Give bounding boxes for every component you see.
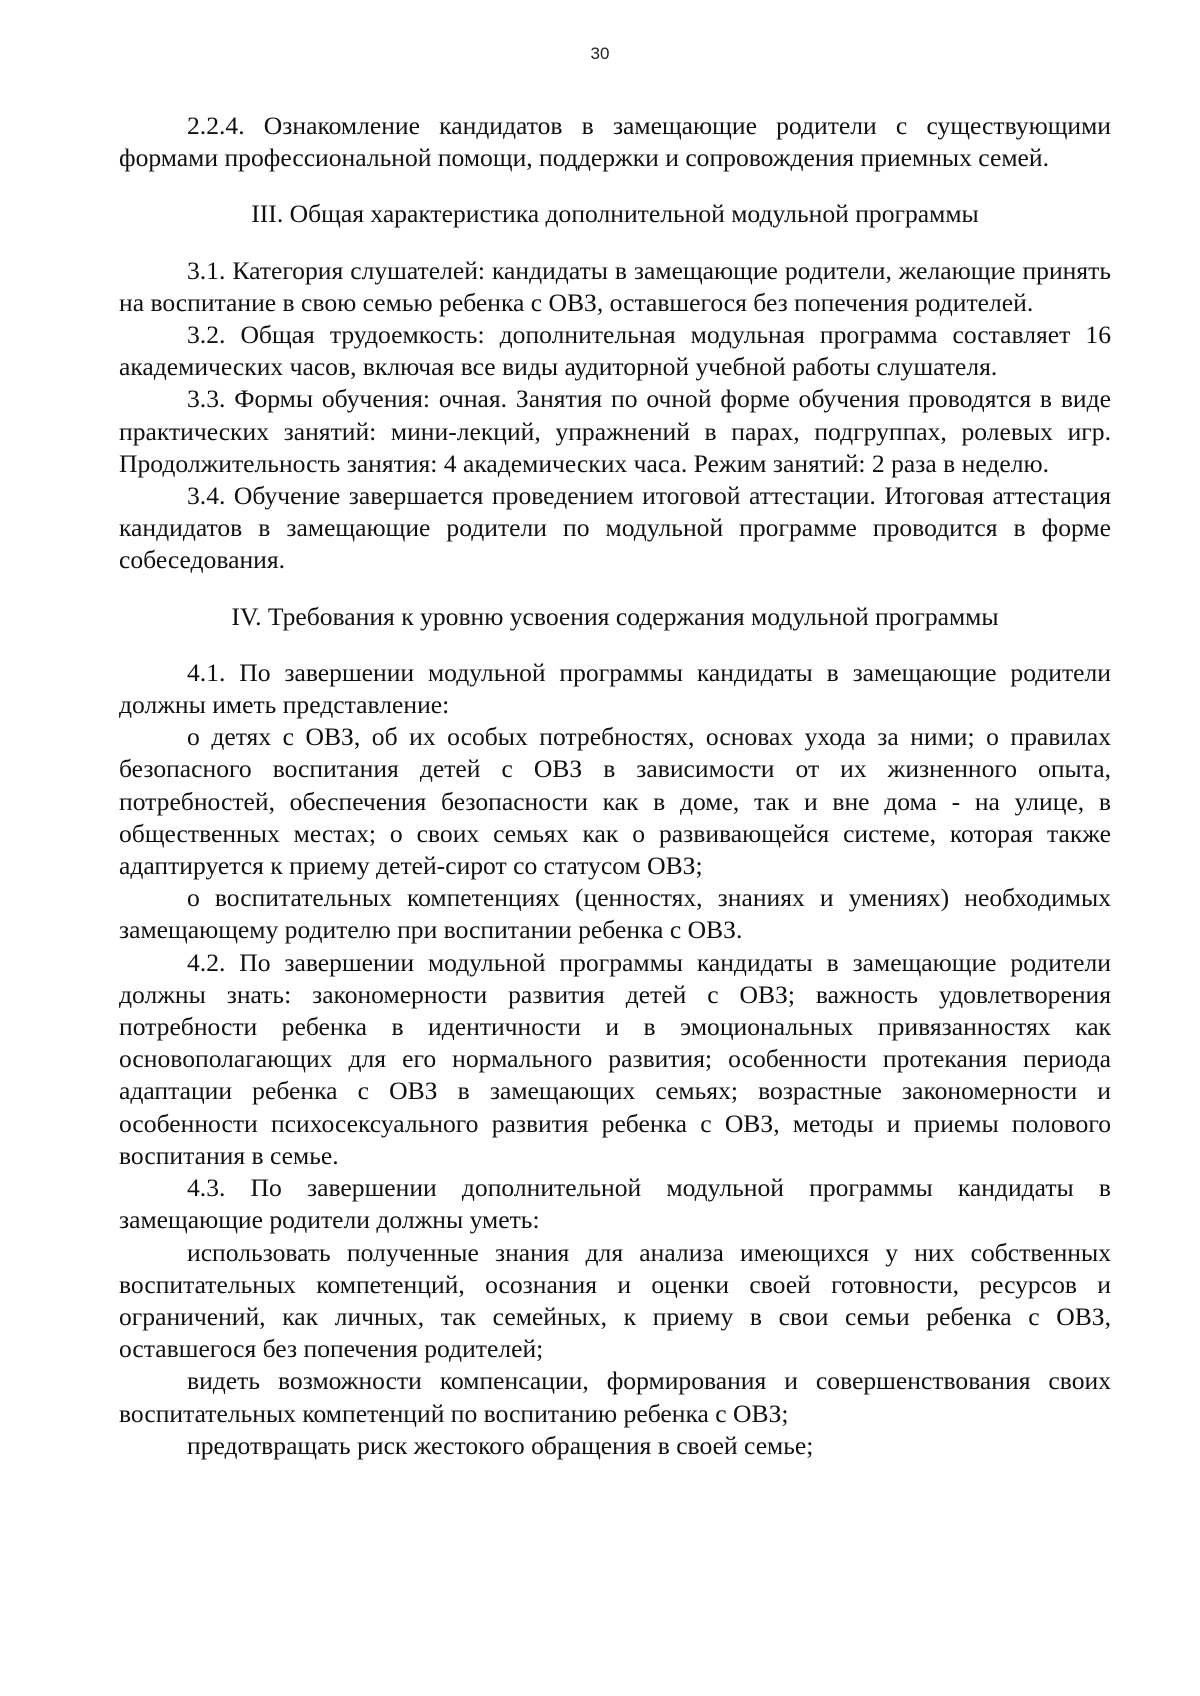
paragraph-4-1-a: о детях с ОВЗ, об их особых потребностях, основах ухода за ними; о правилах безопасного воспитания детей с ОВЗ в зависимости от их жизненного опыта, потребностей, обеспечения безопасности как в доме, так и вне дома - на улице, в общественных местах; о своих семьях как о развивающейся системе, которая также адаптируется к приему детей-сирот со статусом ОВЗ; bbox=[119, 722, 1111, 881]
paragraph-3-4: 3.4. Обучение завершается проведением итоговой аттестации. Итоговая аттестация кандидатов в замещающие родители по модульной программе проводится в форме собеседования. bbox=[119, 481, 1111, 575]
paragraph-4-1: 4.1. По завершении модульной программы кандидаты в замещающие родители должны иметь представление: bbox=[119, 657, 1111, 720]
paragraph-4-2: 4.2. По завершении модульной программы кандидаты в замещающие родители должны знать: закономерности развития детей с ОВЗ; важность удовлетворения потребности ребенка в идентичности и в эмоциональных привязанностях как основополагающих для его нормального развития; особенности протекания периода адаптации ребенка с ОВЗ в замещающих семьях; возрастные закономерности и особенности психосексуального развития ребенка с ОВЗ, методы и приемы полового воспитания в семье. bbox=[119, 947, 1111, 1170]
paragraph-4-3-a: использовать полученные знания для анализа имеющихся у них собственных воспитательных компетенций, осознания и оценки своей готовности, ресурсов и ограничений, как личных, так семейных, к приему в свои семьи ребенка с ОВЗ, оставшегося без попечения родителей; bbox=[119, 1237, 1111, 1364]
paragraph-4-3-b: видеть возможности компенсации, формирования и совершенствования своих воспитательных компетенций по воспитанию ребенка с ОВЗ; bbox=[119, 1366, 1111, 1428]
section-heading-4: IV. Требования к уровню усвоения содержания модульной программы bbox=[231, 601, 999, 631]
paragraph-4-3-c: предотвращать риск жестокого обращения в своей семье; bbox=[187, 1430, 814, 1460]
page-content bbox=[119, 110, 1111, 1462]
paragraph-2-2-4: 2.2.4. Ознакомление кандидатов в замещающие родители с существующими формами профессиональной помощи, поддержки и сопровождения приемных семей. bbox=[119, 111, 1111, 173]
paragraph-4-1-b: о воспитательных компетенциях (ценностях, знаниях и умениях) необходимых замещающему родителю при воспитании ребенка с ОВЗ. bbox=[119, 883, 1111, 945]
paragraph-3-3: 3.3. Формы обучения: очная. Занятия по очной форме обучения проводятся в виде практических занятий: мини-лекций, упражнений в парах, подгруппах, ролевых игр. Продолжительность занятия: 4 академических часа. Режим занятий: 2 раза в неделю. bbox=[119, 384, 1111, 478]
paragraph-3-2: 3.2. Общая трудоемкость: дополнительная модульная программа составляет 16 академических часов, включая все виды аудиторной учебной работы слушателя. bbox=[119, 320, 1111, 382]
page-number: 30 bbox=[590, 44, 610, 63]
paragraph-3-1: 3.1. Категория слушателей: кандидаты в замещающие родители, желающие принять на воспитание в свою семью ребенка с ОВЗ, оставшегося без попечения родителей. bbox=[119, 255, 1111, 317]
paragraph-4-3: 4.3. По завершении дополнительной модульной программы кандидаты в замещающие родители должны уметь: bbox=[119, 1173, 1111, 1235]
section-heading-3: III. Общая характеристика дополнительной модульной программы bbox=[251, 199, 979, 229]
